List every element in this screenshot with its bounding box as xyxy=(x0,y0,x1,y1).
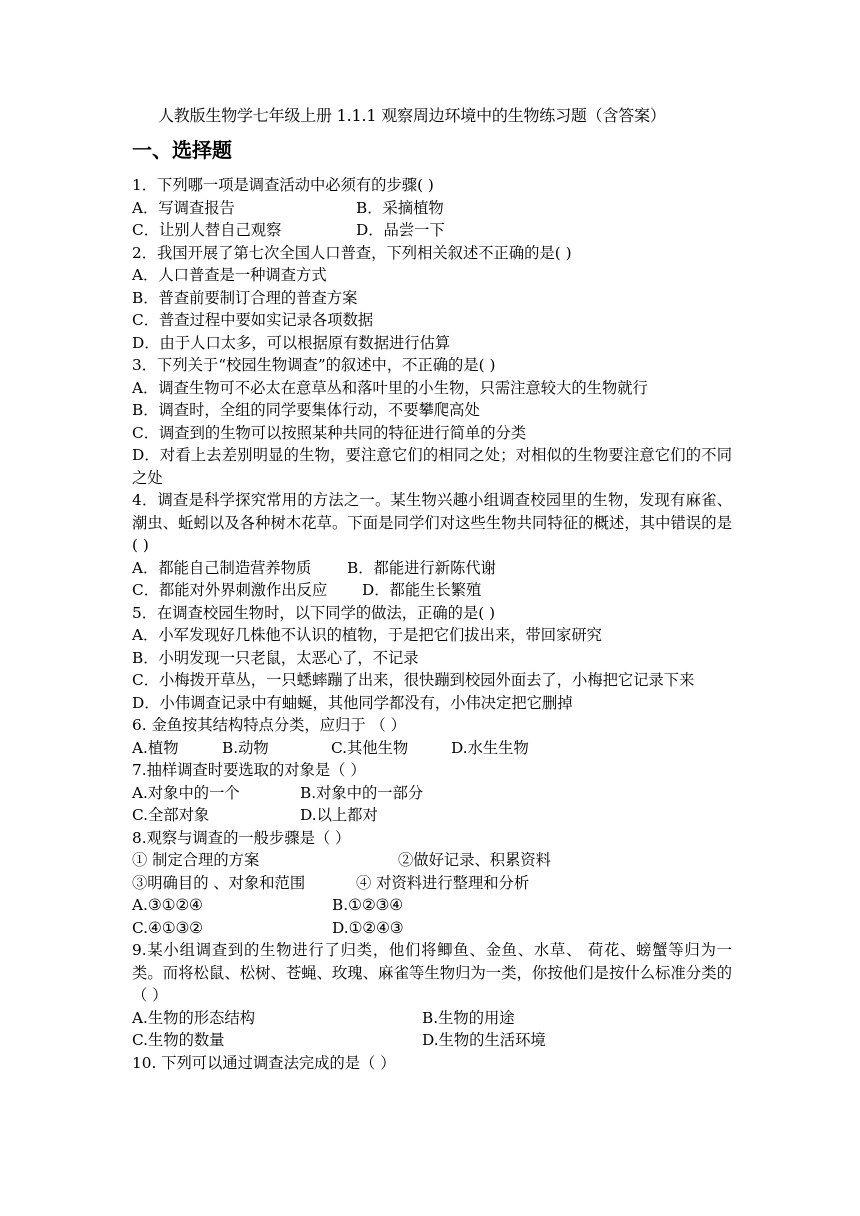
q1-option-d: D．品尝一下 xyxy=(356,221,445,239)
q1-options-row2 xyxy=(132,219,732,242)
q8-stem: 8.观察与调查的一般步骤是（ ） xyxy=(132,828,351,847)
q4-options-row1 xyxy=(132,557,732,580)
q2-option-c: C．普查过程中要如实记录各项数据 xyxy=(132,311,374,329)
q5-option-a: A．小军发现好几株他不认识的植物，于是把它们拔出来，带回家研究 xyxy=(132,626,602,644)
q4-options-row2 xyxy=(132,579,732,602)
q9-options-row2 xyxy=(132,1029,732,1052)
q2-option-d: D．由于人口太多，可以根据原有数据进行估算 xyxy=(132,333,451,352)
q8-step-1: ① 制定合理的方案 xyxy=(132,851,260,869)
q9-option-d: D.生物的生活环境 xyxy=(422,1031,546,1049)
q8-option-c: C.④①③② xyxy=(132,918,203,937)
q5-option-d: D．小伟调查记录中有蚰蜒，其他同学都没有，小伟决定把它删掉 xyxy=(132,693,573,712)
q8-step-4: ④ 对资料进行整理和分析 xyxy=(356,873,530,892)
q1-option-c: C．让别人替自己观察 xyxy=(132,221,282,239)
q4-option-c: C．都能对外界刺激作出反应 xyxy=(132,581,328,599)
q5-stem: 5．在调查校园生物时，以下同学的做法，正确的是( ) xyxy=(132,603,496,622)
q2-option-b: B．普查前要制订合理的普查方案 xyxy=(132,288,358,307)
q6-option-d: D.水生生物 xyxy=(451,738,529,757)
q3-option-c: C．调查到的生物可以按照某种共同的特征进行简单的分类 xyxy=(132,423,527,442)
q5-option-c: C．小梅拨开草丛，一只蟋蟀蹦了出来，很快蹦到校园外面去了，小梅把它记录下来 xyxy=(132,671,695,689)
q4-option-a: A．都能自己制造营养物质 xyxy=(132,558,312,577)
q2-option-a: A．人口普查是一种调查方式 xyxy=(132,266,327,284)
q6-options-row xyxy=(132,737,732,760)
section-heading: 一、选择题 xyxy=(132,138,232,162)
q7-option-d: D.以上都对 xyxy=(300,806,378,824)
q7-option-b: B.对象中的一部分 xyxy=(300,783,424,802)
q8-steps-row2 xyxy=(132,872,732,895)
q6-stem: 6. 金鱼按其结构特点分类，应归于 （ ） xyxy=(132,716,406,734)
q8-option-d: D.①②④③ xyxy=(332,918,404,937)
q1-option-a: A．写调查报告 xyxy=(132,198,235,217)
q9-option-c: C.生物的数量 xyxy=(132,1031,225,1049)
q7-stem: 7.抽样调查时要选取的对象是（ ） xyxy=(132,761,366,779)
q7-option-a: A.对象中的一个 xyxy=(132,783,240,802)
q7-options-row2 xyxy=(132,804,732,827)
q2-stem: 2．我国开展了第七次全国人口普查，下列相关叙述不正确的是( ) xyxy=(132,243,572,262)
q7-option-c: C.全部对象 xyxy=(132,806,210,824)
q8-options-row2 xyxy=(132,917,732,940)
q3-stem: 3．下列关于“校园生物调查”的叙述中，不正确的是( ) xyxy=(132,356,496,374)
document-title: 人教版生物学七年级上册 1.1.1 观察周边环境中的生物练习题（含答案） xyxy=(158,106,666,125)
q6-option-c: C.其他生物 xyxy=(331,738,409,757)
q8-step-3: ③明确目的 、对象和范围 xyxy=(132,873,306,892)
q1-stem: 1．下列哪一项是调查活动中必须有的步骤( ) xyxy=(132,176,434,194)
question-list xyxy=(132,174,732,1074)
q9-options-row1 xyxy=(132,1007,732,1030)
q4-option-b: B．都能进行新陈代谢 xyxy=(347,558,496,577)
q10-stem: 10. 下列可以通过调查法完成的是（ ） xyxy=(132,1053,396,1072)
q3-option-b: B．调查时，全组的同学要集体行动，不要攀爬高处 xyxy=(132,401,480,419)
q8-steps-row1 xyxy=(132,849,732,872)
q1-option-b: B．采摘植物 xyxy=(356,198,444,217)
q3-option-a: A．调查生物可不必太在意草丛和落叶里的小生物，只需注意较大的生物就行 xyxy=(132,378,648,397)
q1-options-row1 xyxy=(132,197,732,220)
q7-options-row1 xyxy=(132,782,732,805)
q3-option-d: D．对看上去差别明显的生物，要注意它们的相同之处；对相似的生物要注意它们的不同之处 xyxy=(132,446,732,487)
q9-option-b: B.生物的用途 xyxy=(422,1008,515,1027)
q8-option-b: B.①②③④ xyxy=(332,896,403,914)
q8-option-a: A.③①②④ xyxy=(132,896,203,914)
q9-option-a: A.生物的形态结构 xyxy=(132,1008,255,1027)
q9-stem: 9.某小组调查到的生物进行了归类，他们将鲫鱼、金鱼、水草、 荷花、螃蟹等归为一类。而将松鼠、松树、苍蝇、玫瑰、麻雀等生物归为一类，你按他们是按什么标准分类的 （ ） xyxy=(132,941,732,1004)
q5-option-b: B．小明发现一只老鼠，太恶心了，不记录 xyxy=(132,648,419,667)
q6-option-a: A.植物 xyxy=(132,738,179,757)
q8-step-2: ②做好记录、积累资料 xyxy=(398,851,551,869)
q4-stem: 4．调查是科学探究常用的方法之一。某生物兴趣小组调查校园里的生物，发现有麻雀、潮虫、蚯蚓以及各种树木花草。下面是同学们对这些生物共同特征的概述，其中错误的是( ) xyxy=(132,491,732,554)
q6-option-b: B.动物 xyxy=(222,738,269,757)
q4-option-d: D．都能生长繁殖 xyxy=(362,581,482,599)
q8-options-row1 xyxy=(132,894,732,917)
